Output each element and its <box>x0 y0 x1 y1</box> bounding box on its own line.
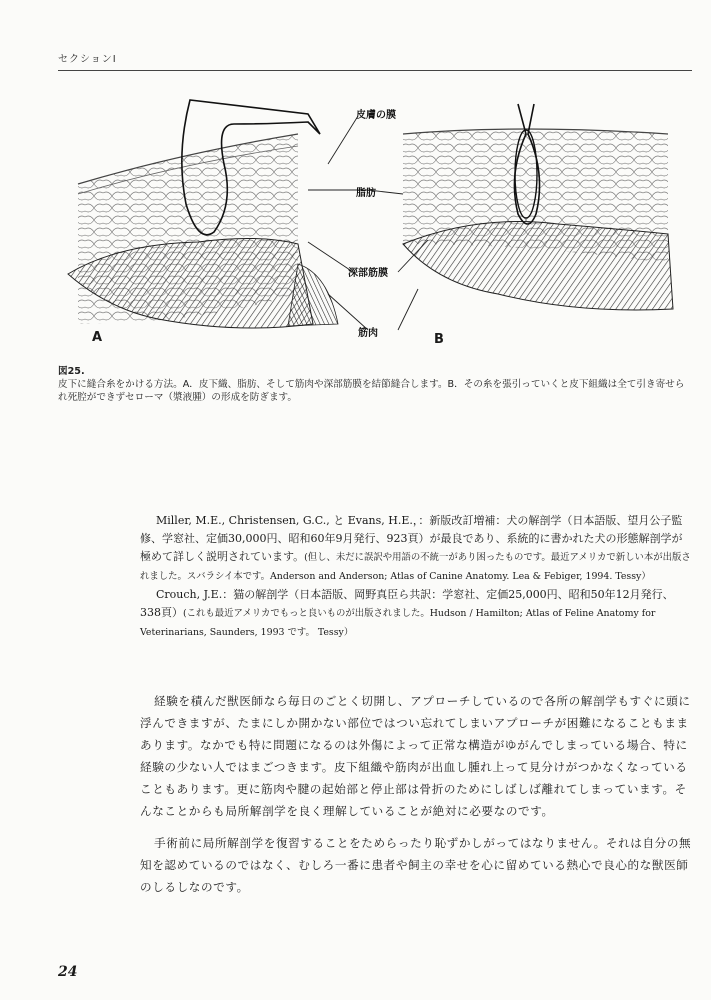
label-muscle: 筋肉 <box>358 328 378 339</box>
header-rule <box>58 70 692 71</box>
figure-caption <box>58 365 692 404</box>
page-number: 24 <box>58 964 78 980</box>
label-deep-fascia: 深部筋膜 <box>348 268 388 279</box>
reference-2-note: (これも最近アメリカでもっと良いものが出版されました。Hudson / Hamilton; Atlas of Feline Anatomy for Veterinarians, Saunders, 1993 です。 Tessy） <box>140 608 656 638</box>
paragraph-1: 経験を積んだ獣医師なら毎日のごとく切開し、アプローチしているので各所の解剖学もすぐに頭に浮んできますが、たまにしか開かない部位ではつい忘れてしまいアプローチが困難になることもままあります。なかでも特に問題になるのは外傷によって正常な構造がゆがんでしまっている場合、特に経験の少ない人ではまごつきます。皮下組織や筋肉が出血し腫れ上って見分けがつかなくなっていることもあります。更に筋肉や腱の起始部と停止部は骨折のためにしばしば離れてしまっています。そんなことからも局所解剖学を良く理解していることが絶対に必要なのです。 <box>140 694 691 818</box>
paragraph-2: 手術前に局所解剖学を復習することをためらったり恥ずかしがってはなりません。それは自分の無知を認めているのではなく、むしろ一番に患者や飼主の幸せを心に留めている熱心で良心的な獣医師のしるしなのです。 <box>140 836 692 894</box>
section-header: セクションⅠ <box>58 54 117 65</box>
figure-number: 図25. <box>58 366 85 377</box>
reference-2 <box>140 586 692 642</box>
panel-b-label: B <box>434 332 444 347</box>
panel-a-tissue <box>68 100 338 328</box>
panel-b-tissue <box>403 104 673 310</box>
reference-1 <box>140 512 692 586</box>
suture-figure <box>58 94 692 364</box>
reference-2-main: Crouch, J.E.：猫の解剖学（日本語版、岡野真臣ら共訳：学窓社、定価25,000円、昭和50年12月発行、338頁） <box>140 588 674 619</box>
body-text <box>140 690 692 908</box>
panel-a-label: A <box>92 330 103 345</box>
reference-1-main: Miller, M.E., Christensen, G.C., と Evans, H.E.，：新版改訂増補：犬の解剖学（日本語版、望月公子監修、学窓社、定価30,000円、昭和60年9月発行、923頁）が最良であり、系統的に書かれた犬の形態解剖学が極めて詳しく説明されています。 <box>140 514 683 563</box>
reference-1-note: (但し、未だに誤訳や用語の不統一があり困ったものです。最近アメリカで新しい本が出版されました。スバラシイ本です。Anderson and Anderson; Atlas of Canine Anatomy. Lea & Febiger, 1994. Tessy） <box>140 552 691 582</box>
caption-text: 皮下に縫合糸をかける方法。A．皮下織、脂肪、そして筋肉や深部筋膜を結節縫合します。B．その糸を張引っていくと皮下組織は全て引き寄せられ死腔ができずセローマ（漿液腫）の形成を防ぎます。 <box>58 379 685 403</box>
label-fat: 脂肪 <box>356 188 376 199</box>
label-skin: 皮膚の膜 <box>356 110 396 121</box>
references <box>140 512 692 642</box>
